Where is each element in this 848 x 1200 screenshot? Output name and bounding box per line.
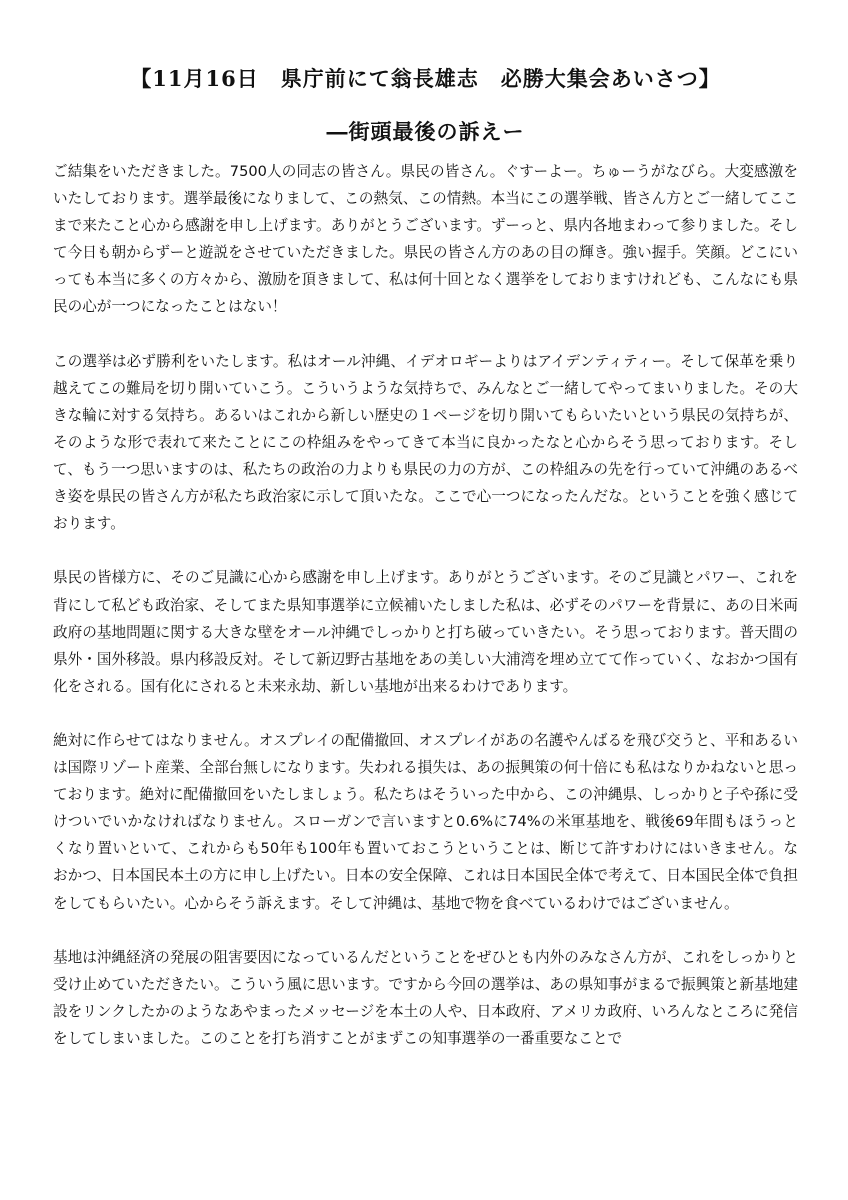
paragraph-5: 基地は沖縄経済の発展の阻害要因になっているんだということをぜひとも内外のみなさん方が、これをしっかりと受け止めていただきたい。こういう風に思います。ですから今回の選挙は、あの県知事がまるで振興策と新基地建設をリンクしたかのようなあやまったメッセージを本土の人や、日本政府、アメリカ政府、いろんなところに発信をしてしまいました。このことを打ち消すことがまずこの知事選挙の一番重要なことで — [53, 948, 798, 1047]
paragraph-2: この選挙は必ず勝利をいたします。私はオール沖縄、イデオロギーよりはアイデンティティー。そして保革を乗り越えてこの難局を切り開いていこう。こういうような気持ちで、みんなとご一緒してやってまいりました。その大きな輪に対する気持ち。あるいはこれから新しい歴史の１ページを切り開いてもらいたいという県民の気持ちが、そのような形で表れて来たことにこの枠組みをやってきて本当に良かったなと心からそう思っております。そして、もう一つ思いますのは、私たちの政治の力よりも県民の力の方が、この枠組みの先を行っていて沖縄のあるべき姿を県民の皆さん方が私たち政治家に示して頂いたな。ここで心一つになったんだな。ということを強く感じております。 — [53, 352, 798, 533]
document-subtitle: ―街頭最後の訴えー — [326, 119, 525, 144]
paragraph-3: 県民の皆様方に、そのご見識に心から感謝を申し上げます。ありがとうございます。そのご見識とパワー、これを背にして私ども政治家、そしてまた県知事選挙に立候補いたしました私は、必ずそのパワーを背景に、あの日米両政府の基地問題に関する大きな壁をオール沖縄でしっかりと打ち破っていきたい。そう思っております。普天間の県外・国外移設。県内移設反対。そして新辺野古基地をあの美しい大浦湾を埋め立てて作っていく、なおかつ国有化をされる。国有化にされると未来永劫、新しい基地が出来るわけであります。 — [53, 569, 798, 695]
document-title: 【11月16日 県庁前にて翁長雄志 必勝大集会あいさつ】 — [130, 66, 721, 91]
paragraph-4: 絶対に作らせてはなりません。オスプレイの配備撤回、オスプレイがあの名護やんばるを飛び交うと、平和あるいは国際リゾート産業、全部台無しになります。失われる損失は、あの振興策の何十倍にも私はなりかねないと思っております。絶対に配備撤回をいたしましょう。私たちはそういった中から、この沖縄県、しっかりと子や孫に受けついでいかなければなりません。スローガンで言いますと0.6%に74%の米軍基地を、戦後69年間もほうっとくなり置いといて、これからも50年も100年も置いておこうということは、断じて許すわけにはいきません。なおかつ、日本国民本土の方に申し上げたい。日本の安全保障、これは日本国民全体で考えて、日本国民全体で負担をしてもらいたい。心からそう訴えます。そして沖縄は、基地で物を食べているわけではございません。 — [53, 731, 798, 912]
paragraph-1: ご結集をいただきました。7500人の同志の皆さん。県民の皆さん。ぐすーよー。ちゅーうがなびら。大変感激をいたしております。選挙最後になりまして、この熱気、この情熱。本当にこの選挙戦、皆さん方とご一緒してここまで来たこと心から感謝を申し上げます。ありがとうございます。ずーっと、県内各地まわって参りました。そして今日も朝からずーと遊説をさせていただきました。県民の皆さん方のあの目の輝き。強い握手。笑顔。どこにいっても本当に多くの方々から、激励を頂きまして、私は何十回となく選挙をしておりますけれども、こんなにも県民の心が一つになったことはない！ — [53, 163, 798, 316]
speech-body — [53, 158, 798, 1052]
